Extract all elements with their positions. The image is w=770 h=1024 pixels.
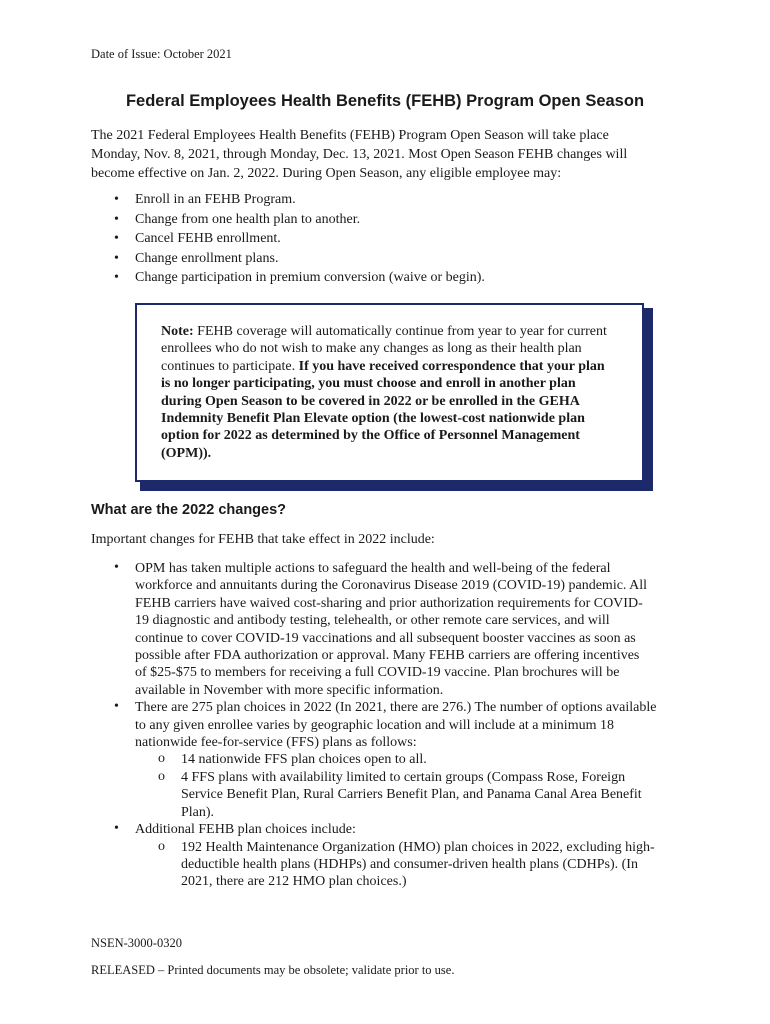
- sub-list-item-line: 2021, there are 212 HMO plan choices.): [181, 874, 407, 890]
- bullet-icon: •: [114, 250, 119, 266]
- note-line: enrollees who do not wish to make any changes as long as their health plan: [161, 341, 582, 357]
- list-item-text: Cancel FEHB enrollment.: [135, 231, 281, 247]
- bullet-icon: •: [114, 211, 119, 227]
- note-line: (OPM)).: [161, 445, 212, 461]
- list-item-text: Enroll in an FEHB Program.: [135, 192, 296, 207]
- sub-list-item-line: 4 FFS plans with availability limited to certain groups (Compass Rose, Foreign: [181, 769, 626, 785]
- intro-line: Monday, Nov. 8, 2021, through Monday, Dec. 13, 2021. Most Open Season FEHB changes will: [91, 147, 628, 162]
- note-text: [161, 323, 631, 462]
- list-item-line: There are 275 plan choices in 2022 (In 2021, there are 276.) The number of options available: [135, 700, 657, 716]
- sub-list-item-line: 14 nationwide FFS plan choices open to all.: [181, 752, 427, 768]
- intro-line: The 2021 Federal Employees Health Benefits (FEHB) Program Open Season will take place: [91, 128, 609, 143]
- sub-list-item: [91, 751, 691, 768]
- document-code: NSEN-3000-0320: [91, 936, 182, 950]
- note-box: [135, 303, 644, 482]
- note-line: [161, 358, 631, 375]
- note-emphasis: If you have received correspondence that your plan: [298, 358, 605, 374]
- list-item-line: OPM has taken multiple actions to safeguard the health and well-being of the federal: [135, 561, 611, 576]
- circle-bullet-icon: o: [158, 768, 165, 784]
- list-item-line: workforce and annuitants during the Coronavirus Disease 2019 (COVID-19) pandemic. All: [135, 578, 648, 594]
- list-item-line: continue to cover COVID-19 vaccinations and all subsequent booster vaccines as soon as: [135, 630, 636, 646]
- circle-bullet-icon: o: [158, 751, 165, 767]
- sub-list-item-line: Plan).: [181, 804, 215, 820]
- list-item-text: Change from one health plan to another.: [135, 211, 361, 227]
- section-intro: Important changes for FEHB that take effect in 2022 include:: [91, 532, 435, 547]
- list-item-text: Change enrollment plans.: [135, 250, 279, 266]
- list-item-line: 19 diagnostic and antibody testing, telehealth, or other remote care services, and will: [135, 613, 610, 629]
- sub-list-item-line: 192 Health Maintenance Organization (HMO) plan choices in 2022, excluding high-: [181, 839, 655, 855]
- sub-list-item-line: deductible health plans (HDHPs) and consumer-driven health plans (CDHPs). (In: [181, 856, 638, 872]
- sub-list-item: [91, 839, 691, 891]
- note-line: is no longer participating, you must choose and enroll in another plan: [161, 376, 576, 392]
- list-item: [91, 268, 691, 288]
- bullet-icon: •: [114, 560, 119, 575]
- list-item: [91, 821, 691, 838]
- page-title: Federal Employees Health Benefits (FEHB) Program Open Season: [125, 92, 645, 110]
- list-item: [91, 560, 691, 699]
- list-item-line: nationwide fee-for-service (FFS) plans as follows:: [135, 735, 417, 751]
- bullet-icon: •: [114, 699, 119, 715]
- list-item-line: FEHB carriers have waived cost-sharing and prior authorization requirements for COVID-: [135, 595, 643, 611]
- bullet-icon: •: [114, 821, 119, 837]
- intro-paragraph: [91, 126, 691, 183]
- bullet-icon: •: [114, 192, 119, 207]
- open-season-options-list: [91, 190, 691, 288]
- list-item: [91, 210, 691, 230]
- list-item-text: Change participation in premium conversion (waive or begin).: [135, 270, 485, 286]
- release-notice: RELEASED – Printed documents may be obsolete; validate prior to use.: [91, 963, 455, 977]
- list-item: [91, 190, 691, 210]
- section-heading: What are the 2022 changes?: [91, 502, 287, 518]
- list-item: [91, 229, 691, 249]
- sub-list-item-line: Service Benefit Plan, Rural Carriers Benefit Plan, and Panama Canal Area Benefit: [181, 787, 642, 803]
- circle-bullet-icon: o: [158, 838, 165, 854]
- note-line: Indemnity Benefit Plan Elevate option (the lowest-cost nationwide plan: [161, 411, 585, 427]
- list-item: [91, 699, 691, 751]
- note-line: option for 2022 as determined by the Office of Personnel Management: [161, 428, 580, 444]
- list-item: [91, 249, 691, 269]
- note-text-segment: FEHB coverage will automatically continue from year to year for current: [193, 324, 607, 339]
- note-line: during Open Season to be covered in 2022 or be enrolled in the GEHA: [161, 393, 580, 409]
- issue-date: Date of Issue: October 2021: [91, 47, 232, 61]
- bullet-icon: •: [114, 270, 119, 286]
- note-text-segment: continues to participate.: [161, 358, 299, 374]
- list-item-line: available in November with more specific information.: [135, 682, 444, 698]
- note-line: [161, 323, 631, 340]
- list-item-line: to any given enrollee varies by geographic location and will include at a minimum 18: [135, 717, 614, 733]
- list-item-line: possible after FDA authorization or approval. Many FEHB carriers are offering incentives: [135, 648, 640, 664]
- list-item-line: of $25-$75 to members for receiving a full COVID-19 vaccine. Plan brochures will be: [135, 665, 620, 681]
- bullet-icon: •: [114, 231, 119, 247]
- intro-line: become effective on Jan. 2, 2022. During Open Season, any eligible employee may:: [91, 166, 562, 181]
- list-item-line: Additional FEHB plan choices include:: [135, 822, 356, 838]
- changes-list: [91, 560, 691, 891]
- note-label: Note:: [161, 324, 194, 339]
- sub-list-item: [91, 769, 691, 821]
